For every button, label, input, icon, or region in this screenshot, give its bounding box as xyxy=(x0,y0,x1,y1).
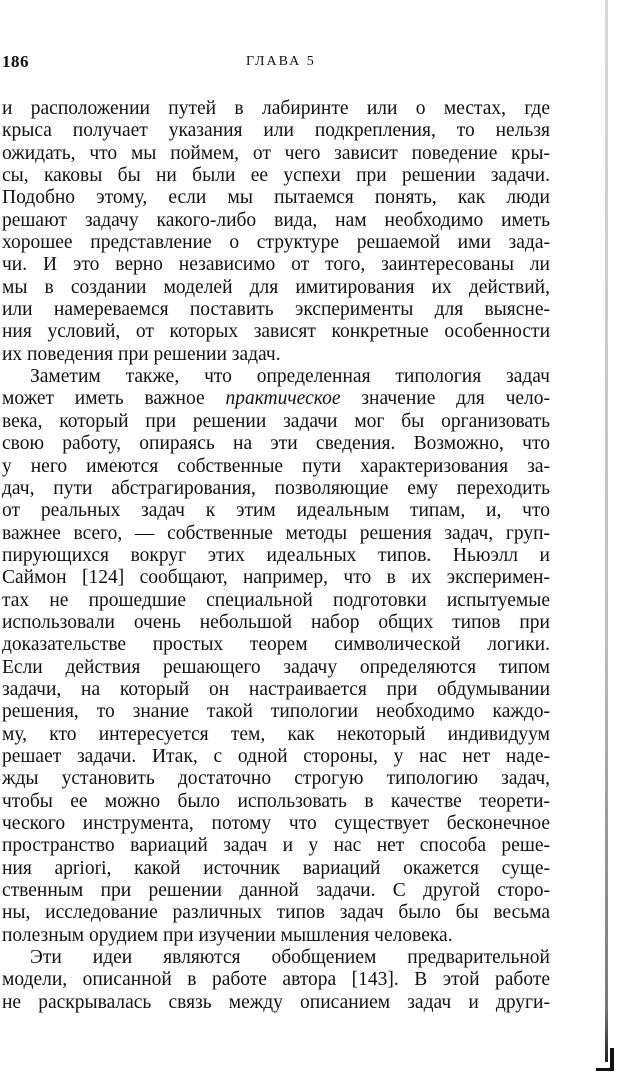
text-segment: значение для чело- xyxy=(361,388,551,410)
text-line: задачи, на который он настраивается при обдумывании xyxy=(2,678,550,700)
text-line: Если действия решающего задачу определяются типом xyxy=(2,656,550,678)
text-line: ния условий, от которых зависят конкретные особенности xyxy=(2,321,550,343)
text-line: пирующихся вокруг этих идеальных типов. Ньюэлл и xyxy=(2,544,550,566)
body-text xyxy=(2,98,550,1014)
text-line: модели, описанной в работе автора [143]. В этой работе xyxy=(2,969,550,991)
text-segment: может иметь важное xyxy=(2,388,205,410)
text-line: решают задачу какого-либо вида, нам необходимо иметь xyxy=(2,209,550,231)
text-line: мы в создании моделей для имитирования их действий, xyxy=(2,276,550,298)
scan-edge-corner xyxy=(596,1048,614,1071)
text-line: доказательстве простых теорем символической логики. xyxy=(2,634,550,656)
text-line: от реальных задач к этим идеальным типам, и, что xyxy=(2,500,550,522)
text-line: использовали очень небольшой набор общих типов при xyxy=(2,611,550,633)
text-line: ожидать, что мы поймем, от чего зависит поведение кры- xyxy=(2,142,550,164)
text-line: решения, то знание такой типологии необходимо каждо- xyxy=(2,701,550,723)
scan-edge-shadow xyxy=(605,0,608,1062)
text-line: века, который при решении задачи мог бы организовать xyxy=(2,410,550,432)
text-line: хорошее представление о структуре решаемой ими зада- xyxy=(2,232,550,254)
text-line: чи. И это верно независимо от того, заинтересованы ли xyxy=(2,254,550,276)
text-line: му, кто интересуется тем, как некоторый индивидуум xyxy=(2,723,550,745)
text-line: или намереваемся поставить эксперименты для выясне- xyxy=(2,299,550,321)
text-line: Подобно этому, если мы пытаемся понять, как люди xyxy=(2,187,550,209)
text-line: сы, каковы бы ни были ее успехи при решении задачи. xyxy=(2,165,550,187)
text-line-with-emphasis xyxy=(2,388,550,410)
chapter-heading: ГЛАВА 5 xyxy=(246,54,316,69)
text-line: крыса получает указания или подкрепления, то нельзя xyxy=(2,120,550,142)
text-line: свою работу, опираясь на эти сведения. Возможно, что xyxy=(2,433,550,455)
emphasized-word: практическое xyxy=(225,388,341,410)
text-line: ческого инструмента, потому что существует бесконечное xyxy=(2,813,550,834)
text-line: и расположении путей в лабиринте или о местах, где xyxy=(2,98,550,119)
page-number: 186 xyxy=(2,52,29,71)
paragraph-end-line: полезным орудием при изучении мышления человека. xyxy=(2,924,453,946)
text-line: решает задачи. Итак, с одной стороны, у нас нет наде- xyxy=(2,745,550,767)
text-line: ственным при решении данной задачи. С другой сторо- xyxy=(2,880,550,902)
text-line: тах не прошедшие специальной подготовки испытуемые xyxy=(2,589,550,611)
text-line: Саймон [124] сообщают, например, что в их эксперимен- xyxy=(2,567,550,589)
page-header xyxy=(2,52,602,76)
text-line: дач, пути абстрагирования, позволяющие ему переходить xyxy=(2,477,550,499)
text-line: жды установить достаточно строгую типологию задач, xyxy=(2,768,550,790)
paragraph-start-line: Эти идеи являются обобщением предварительной xyxy=(30,947,550,969)
text-line: у него имеются собственные пути характеризования за- xyxy=(2,455,550,477)
paragraph-start-line: Заметим также, что определенная типология задач xyxy=(30,366,550,388)
text-line: ны, исследование различных типов задач было бы весьма xyxy=(2,902,550,924)
text-line: пространство вариаций задач и у нас нет способа реше- xyxy=(2,835,550,857)
text-line: ния apriori, какой источник вариаций окажется суще- xyxy=(2,857,550,879)
paragraph-end-line: их поведения при решении задач. xyxy=(2,343,281,365)
text-line: чтобы ее можно было использовать в качестве теорети- xyxy=(2,790,550,812)
text-line: не раскрывалась связь между описанием задач и други- xyxy=(2,991,550,1013)
text-line: важнее всего, — собственные методы решения задач, груп- xyxy=(2,522,550,544)
